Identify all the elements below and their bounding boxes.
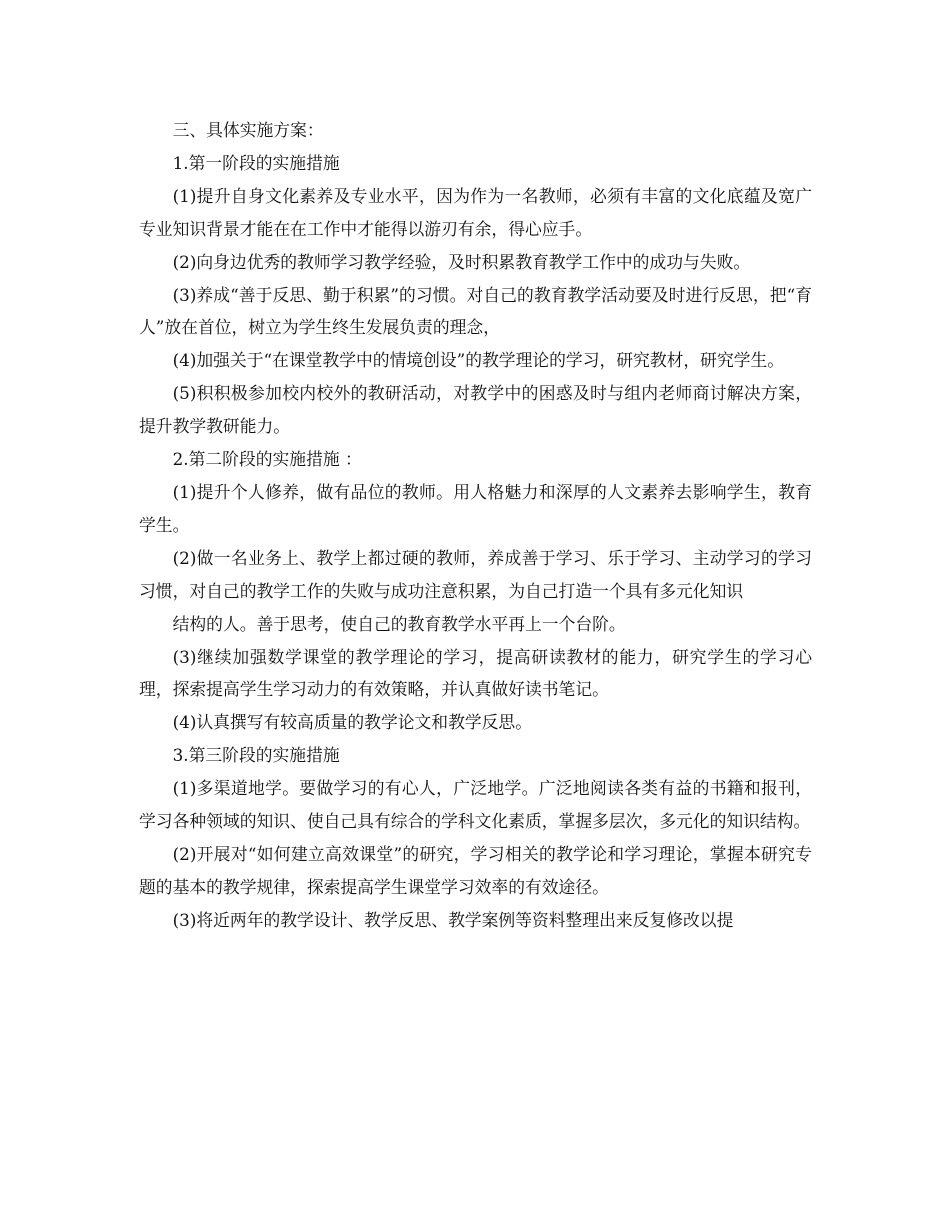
paragraph: (1)多渠道地学。要做学习的有心人，广泛地学。广泛地阅读各类有益的书籍和报刊，学习各种领域的知识、使自己具有综合的学科文化素质，掌握多层次，多元化的知识结构。 xyxy=(139,778,812,832)
paragraph: (3)将近两年的教学设计、教学反思、教学案例等资料整理出来反复修改以提 xyxy=(172,909,734,930)
paragraph: (1)提升个人修养，做有品位的教师。用人格魅力和深厚的人文素养去影响学生，教育学生。 xyxy=(139,481,812,535)
section-heading: 三、具体实施方案： xyxy=(172,120,324,140)
paragraph: (4)加强关于“在课堂教学中的情境创设”的教学理论的学习，研究教材，研究学生。 xyxy=(172,350,785,371)
paragraph: 结构的人。善于思考，使自己的教育教学水平再上一个台阶。 xyxy=(172,613,626,634)
paragraph: (2)做一名业务上、教学上都过硬的教师，养成善于学习、乐于学习、主动学习的学习习惯，对自己的教学工作的失败与成功注意积累，为自己打造一个具有多元化知识 xyxy=(139,547,812,601)
paragraph: (1)提升自身文化素养及专业水平，因为作为一名教师，必须有丰富的文化底蕴及宽广专业知识背景才能在在工作中才能得以游刃有余，得心应手。 xyxy=(139,185,812,239)
paragraph: (3)继续加强数学课堂的教学理论的学习，提高研读教材的能力，研究学生的学习心理，探索提高学生学习动力的有效策略，并认真做好读书笔记。 xyxy=(139,646,812,700)
paragraph: (5)积积极参加校内校外的教研活动，对教学中的困惑及时与组内老师商讨解决方案，提升教学教研能力。 xyxy=(139,383,812,437)
subsection-heading-stage-2: 2.第二阶段的实施措施 ： xyxy=(172,449,362,470)
subsection-heading-stage-3: 3.第三阶段的实施措施 xyxy=(172,745,340,766)
paragraph: (3)养成“善于反思、勤于积累”的习惯。对自己的教育教学活动要及时进行反思，把“育人”放在首位，树立为学生终生发展负责的理念， xyxy=(139,284,812,338)
document-body xyxy=(139,114,812,937)
subsection-heading-stage-1: 1.第一阶段的实施措施 xyxy=(172,152,340,173)
paragraph: (4)认真撰写有较高质量的教学论文和教学反思。 xyxy=(172,712,532,733)
paragraph: (2)开展对“如何建立高效课堂”的研究，学习相关的教学论和学习理论，掌握本研究专题的基本的教学规律，探索提高学生课堂学习效率的有效途径。 xyxy=(139,843,812,897)
paragraph: (2)向身边优秀的教师学习教学经验，及时积累教育教学工作中的成功与失败。 xyxy=(172,251,751,272)
